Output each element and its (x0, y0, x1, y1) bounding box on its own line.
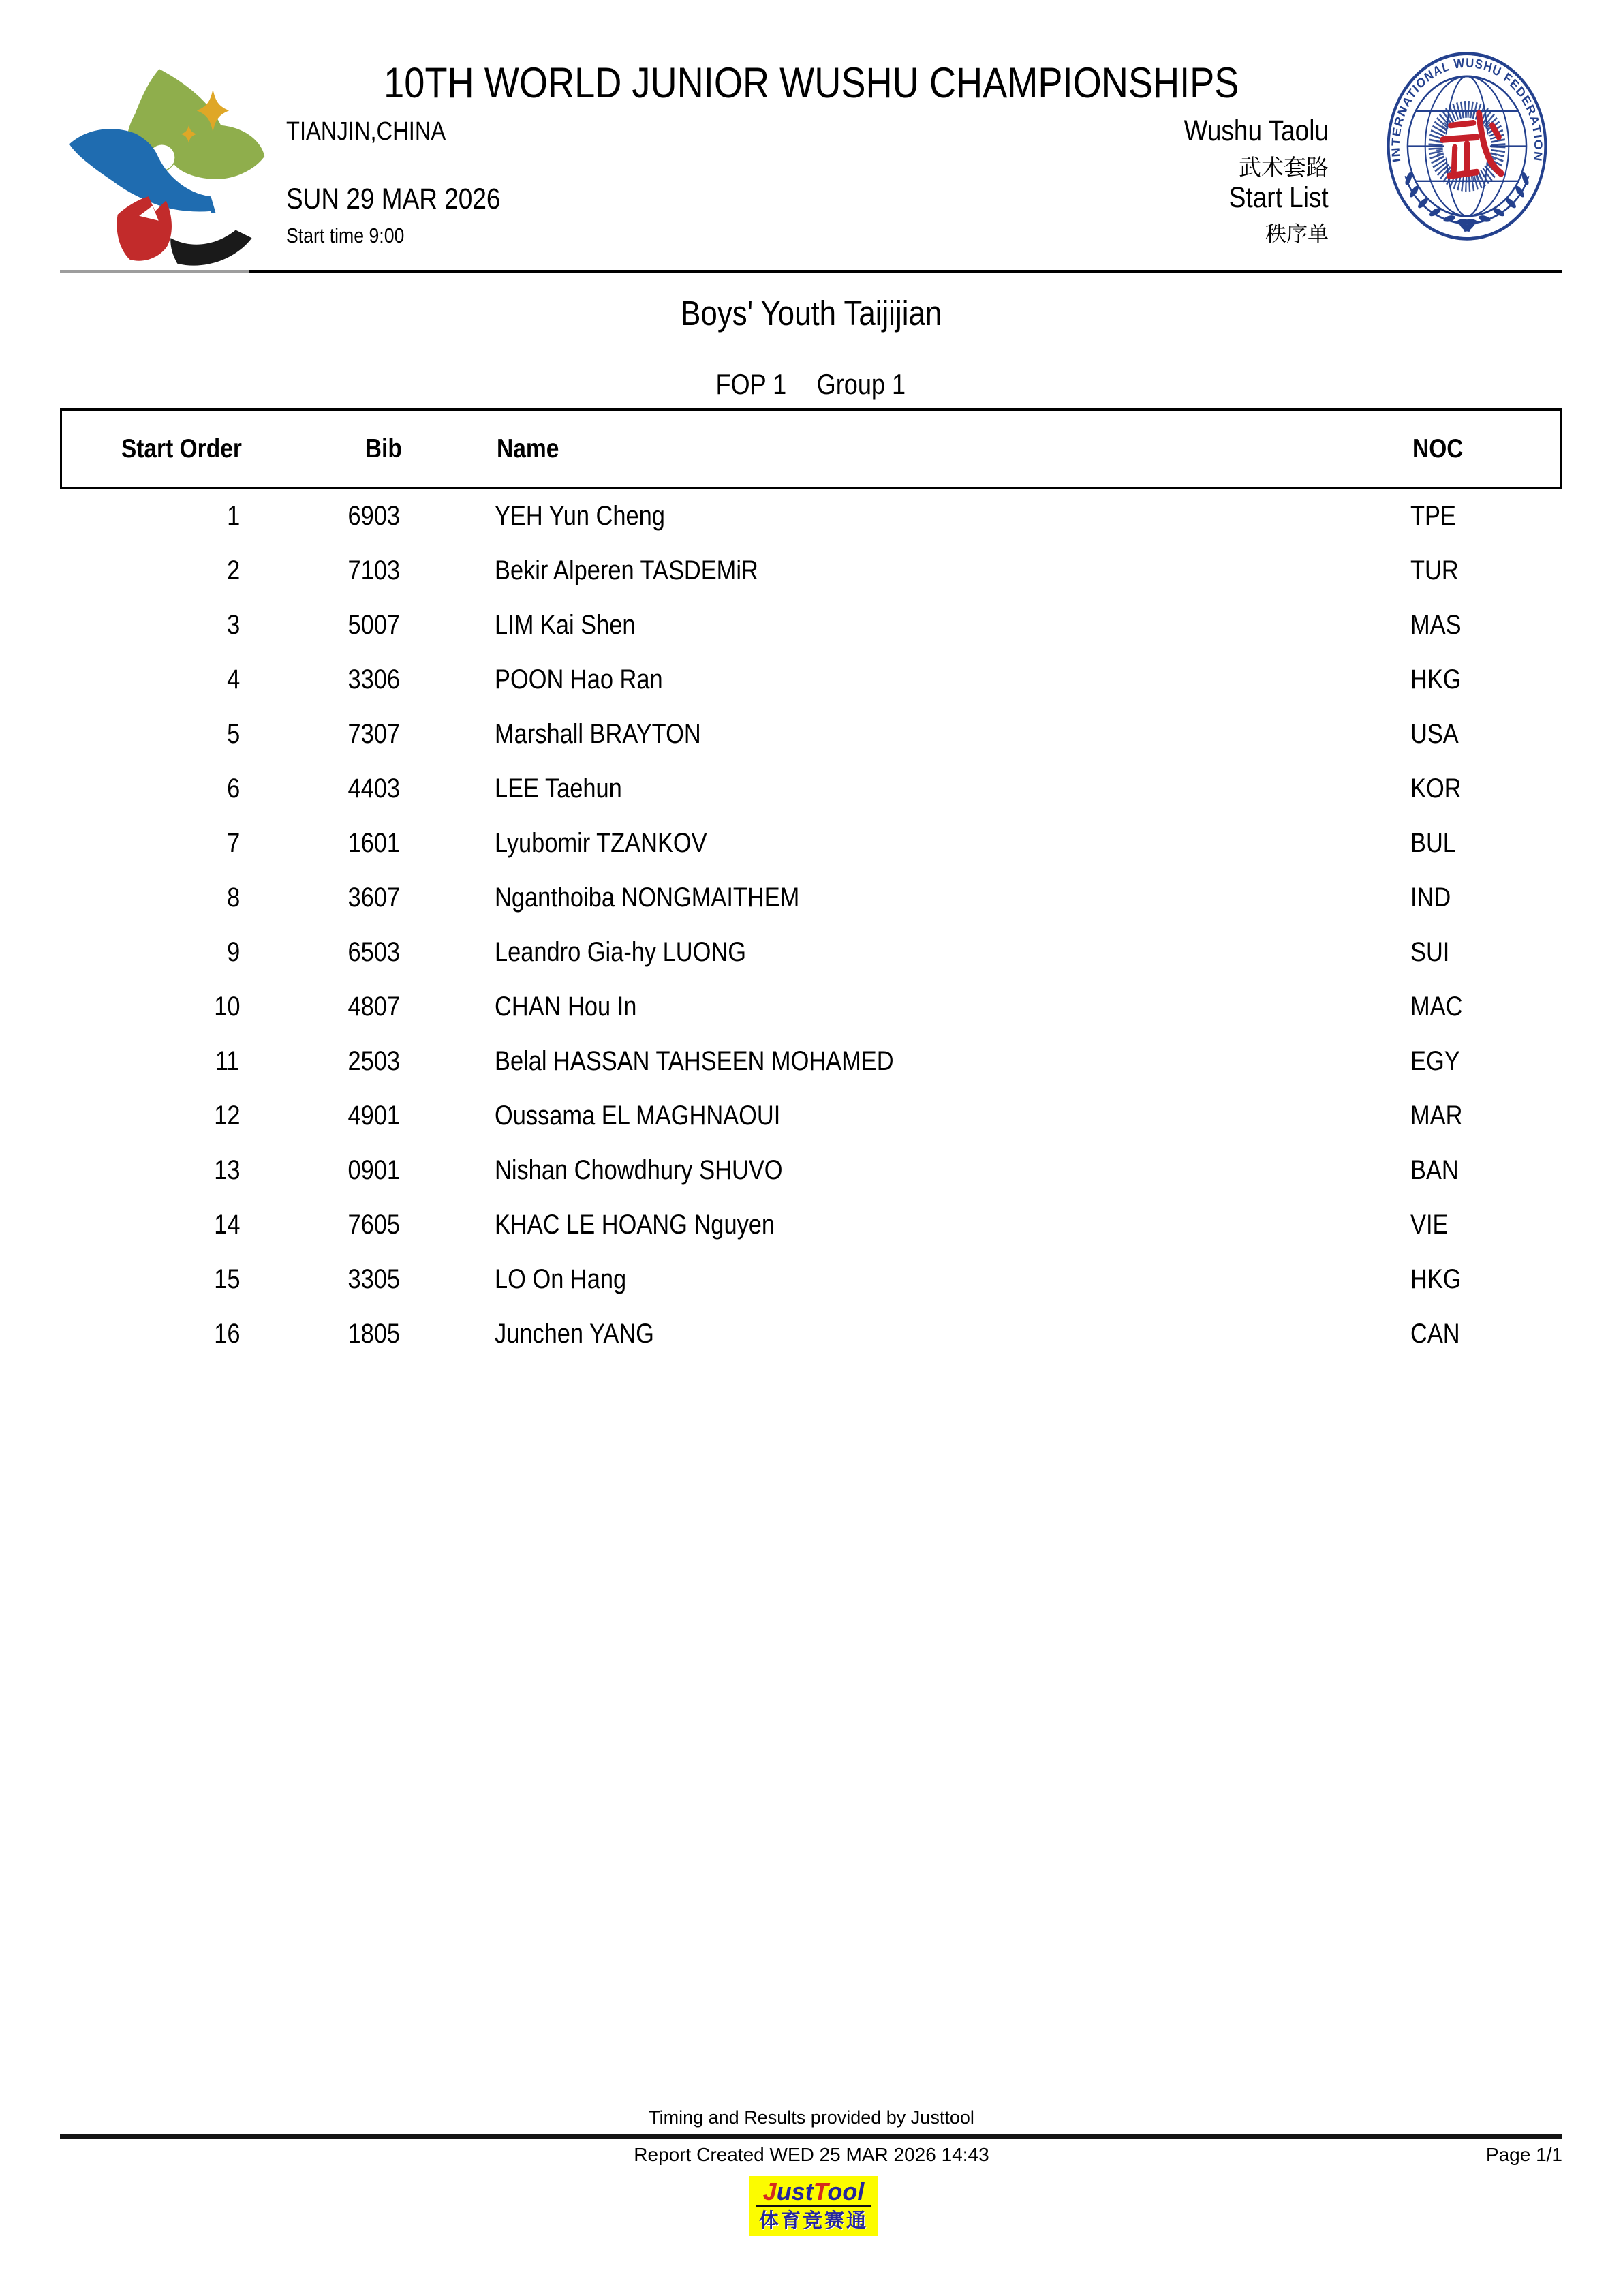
bib-cell: 6903 (347, 500, 400, 531)
table-row (60, 1306, 1562, 1361)
discipline-en: Wushu Taolu (1184, 114, 1329, 147)
document-title-text: 10TH WORLD JUNIOR WUSHU CHAMPIONSHIPS (384, 59, 1239, 107)
start-order-cell: 12 (213, 1100, 240, 1131)
event-title: Boys' Youth Taijijian (681, 294, 942, 333)
name-cell: Marshall BRAYTON (495, 718, 701, 749)
name-cell: Lyubomir TZANKOV (495, 827, 707, 858)
discipline-zh: 武术套路 (1239, 155, 1329, 180)
noc-cell: BUL (1410, 827, 1456, 858)
start-order-cell: 4 (226, 664, 240, 694)
bib-cell: 7307 (347, 718, 400, 749)
noc-cell: MAS (1410, 609, 1462, 640)
iwuf-logo (1385, 49, 1549, 243)
doc-type-en: Start List (1229, 181, 1329, 214)
noc-cell: EGY (1410, 1045, 1460, 1076)
bib-cell: 1805 (347, 1318, 400, 1349)
table-row (60, 489, 1562, 543)
noc-cell: TPE (1410, 500, 1456, 531)
noc-cell: VIE (1410, 1209, 1449, 1240)
bib-cell: 3305 (347, 1264, 400, 1294)
name-cell: YEH Yun Cheng (495, 500, 665, 531)
start-order-cell: 16 (213, 1318, 240, 1349)
start-time: Start time 9:00 (286, 224, 405, 247)
justtool-logo (749, 2176, 878, 2236)
start-order-cell: 5 (226, 718, 240, 749)
table-row (60, 598, 1562, 652)
bib-cell: 2503 (347, 1045, 400, 1076)
table-row (60, 1252, 1562, 1306)
noc-cell: BAN (1410, 1154, 1459, 1185)
table-row (60, 816, 1562, 870)
table-row (60, 707, 1562, 761)
name-cell: Leandro Gia-hy LUONG (495, 936, 747, 967)
name-cell: LEE Taehun (495, 773, 622, 803)
noc-cell: MAR (1410, 1100, 1463, 1131)
bib-cell: 0901 (347, 1154, 400, 1185)
event-location: TIANJIN,CHINA (286, 117, 446, 146)
header-divider-left-segment (60, 270, 249, 273)
footer-divider (60, 2134, 1562, 2139)
name-cell: Bekir Alperen TASDEMiR (495, 555, 758, 585)
start-order-cell: 7 (226, 827, 240, 858)
noc-cell: TUR (1410, 555, 1459, 585)
bib-cell: 4403 (347, 773, 400, 803)
bib-cell: 5007 (347, 609, 400, 640)
col-header-noc: NOC (1412, 434, 1464, 463)
start-order-cell: 10 (213, 991, 240, 1022)
noc-cell: SUI (1410, 936, 1450, 967)
noc-cell: MAC (1410, 991, 1463, 1022)
col-header-bib: Bib (365, 434, 402, 463)
fop-label: FOP 1 (715, 368, 786, 400)
table-row (60, 761, 1562, 816)
group-label: Group 1 (817, 368, 906, 400)
col-header-name: Name (497, 434, 559, 463)
bib-cell: 1601 (347, 827, 400, 858)
start-order-cell: 13 (213, 1154, 240, 1185)
table-row (60, 1143, 1562, 1197)
noc-cell: HKG (1410, 664, 1462, 694)
name-cell: LIM Kai Shen (495, 609, 636, 640)
col-header-start-order: Start Order (121, 434, 242, 463)
header-divider (60, 270, 1562, 273)
start-order-cell: 14 (213, 1209, 240, 1240)
table-row (60, 979, 1562, 1034)
start-order-cell: 1 (226, 500, 240, 531)
start-order-cell: 15 (213, 1264, 240, 1294)
table-row (60, 1034, 1562, 1088)
event-session (0, 368, 1623, 401)
start-list-table (60, 489, 1562, 1361)
table-row (60, 543, 1562, 598)
justtool-logo-rule (756, 2205, 871, 2207)
name-cell: POON Hao Ran (495, 664, 663, 694)
start-order-cell: 3 (226, 609, 240, 640)
name-cell: Junchen YANG (495, 1318, 654, 1349)
bib-cell: 4807 (347, 991, 400, 1022)
timing-provider-note: Timing and Results provided by Justtool (649, 2107, 974, 2128)
table-row (60, 1088, 1562, 1143)
start-order-cell: 2 (226, 555, 240, 585)
report-created: Report Created WED 25 MAR 2026 14:43 (634, 2144, 989, 2165)
start-order-cell: 9 (226, 936, 240, 967)
justtool-logo-chinese: 体育竞赛通 (758, 2210, 868, 2232)
event-date: SUN 29 MAR 2026 (286, 183, 501, 215)
bib-cell: 7103 (347, 555, 400, 585)
start-order-cell: 6 (226, 773, 240, 803)
name-cell: LO On Hang (495, 1264, 627, 1294)
noc-cell: CAN (1410, 1318, 1460, 1349)
doc-type-zh: 秩序单 (1265, 222, 1329, 246)
name-cell: CHAN Hou In (495, 991, 637, 1022)
start-order-cell: 8 (226, 882, 240, 913)
table-row (60, 870, 1562, 925)
name-cell: Nganthoiba NONGMAITHEM (495, 882, 800, 913)
table-row (60, 652, 1562, 707)
table-row (60, 925, 1562, 979)
noc-cell: KOR (1410, 773, 1462, 803)
noc-cell: HKG (1410, 1264, 1462, 1294)
name-cell: Oussama EL MAGHNAOUI (495, 1100, 781, 1131)
iwuf-ring-text: INTERNATIONAL WUSHU FEDERATION (1389, 55, 1545, 164)
document-title (0, 59, 1623, 108)
start-order-cell: 11 (215, 1045, 240, 1076)
table-header (60, 408, 1562, 489)
bib-cell: 3607 (347, 882, 400, 913)
bib-cell: 6503 (347, 936, 400, 967)
noc-cell: USA (1410, 718, 1459, 749)
bib-cell: 3306 (347, 664, 400, 694)
bib-cell: 7605 (347, 1209, 400, 1240)
page-number: Page 1/1 (1485, 2144, 1562, 2165)
table-row (60, 1197, 1562, 1252)
name-cell: Nishan Chowdhury SHUVO (495, 1154, 783, 1185)
name-cell: KHAC LE HOANG Nguyen (495, 1209, 775, 1240)
bib-cell: 4901 (347, 1100, 400, 1131)
name-cell: Belal HASSAN TAHSEEN MOHAMED (495, 1045, 894, 1076)
noc-cell: IND (1410, 882, 1451, 913)
justtool-logo-text: JustTool (762, 2177, 865, 2205)
